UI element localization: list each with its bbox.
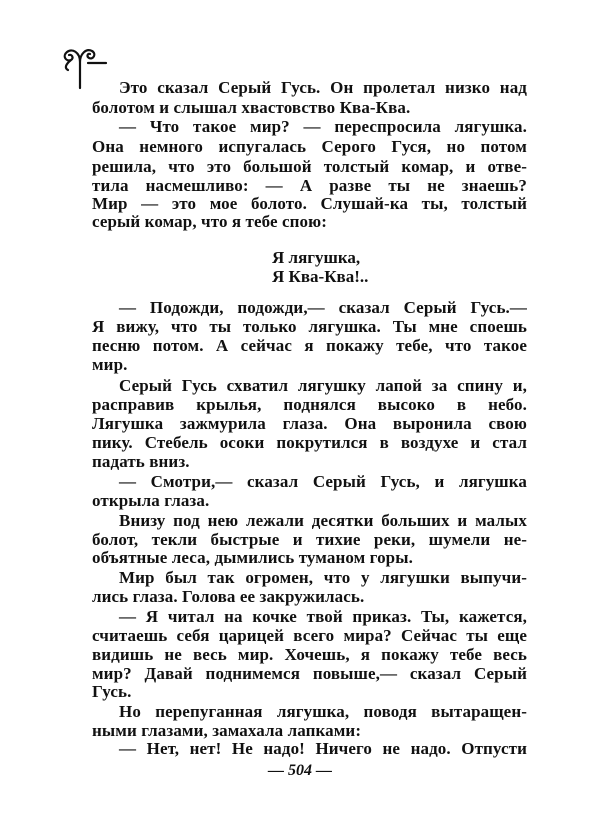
text-line: Внизу под нею лежали десятки больших и малых [119, 511, 527, 530]
text-line: — Смотри,— сказал Серый Гусь, и лягушка [119, 472, 527, 491]
text-line: пику. Стебель осоки покрутился в воздухе и стал [92, 433, 527, 452]
text-line: — Нет, нет! Не надо! Ничего не надо. Отпусти [119, 739, 527, 758]
text-line: — Подожди, подожди,— сказал Серый Гусь.— [119, 298, 527, 317]
text-line: решила, что это большой толстый комар, и отве- [92, 157, 527, 176]
text-line: болот, текли быстрые и тихие реки, шумели не- [92, 530, 527, 549]
text-line: мир? Давай поднимемся повыше,— сказал Серый [92, 664, 527, 683]
verse-line: Я лягушка, [272, 248, 361, 267]
text-line: Это сказал Серый Гусь. Он пролетал низко над [119, 78, 527, 97]
text-line: Мир был так огромен, что у лягушки выпучи- [119, 568, 527, 587]
text-line: Лягушка зажмурила глаза. Она выронила свою [92, 414, 527, 433]
text-line: ными глазами, замахала лапками: [92, 721, 362, 740]
text-line: Я вижу, что ты только лягушка. Ты мне споешь [92, 317, 527, 336]
text-line: песню потом. А сейчас я покажу тебе, что такое [92, 336, 527, 355]
text-line: лись глаза. Голова ее закружилась. [92, 587, 365, 606]
text-line: Гусь. [92, 682, 132, 701]
text-line: падать вниз. [92, 452, 190, 471]
text-line: тила насмешливо: — А разве ты не знаешь? [92, 176, 527, 195]
text-line: Она немного испугалась Серого Гуся, но потом [92, 137, 527, 156]
text-line: открыла глаза. [92, 491, 210, 510]
verse-line: Я Ква-Ква!.. [272, 267, 369, 286]
text-line: объятные леса, дымились туманом горы. [92, 548, 413, 567]
text-line: Серый Гусь схватил лягушку лапой за спину и, [119, 376, 527, 395]
chapter-ornament-icon [58, 42, 108, 90]
page-number: — 504 — [268, 762, 332, 779]
text-line: расправив крылья, поднялся высоко в небо. [92, 395, 527, 414]
text-line: видишь не весь мир. Хочешь, я покажу тебе весь [92, 645, 527, 664]
text-line: мир. [92, 355, 128, 374]
text-line: Но перепуганная лягушка, поводя вытаращен- [119, 702, 527, 721]
text-line: Мир — это мое болото. Слушай-ка ты, толстый [92, 194, 527, 213]
text-line: серый комар, что я тебе спою: [92, 212, 328, 231]
text-line: считаешь себя царицей всего мира? Сейчас ты еще [92, 626, 527, 645]
text-line: — Что такое мир? — переспросила лягушка. [119, 117, 527, 136]
text-line: болотом и слышал хвастовство Ква-Ква. [92, 98, 411, 117]
text-line: — Я читал на кочке твой приказ. Ты, кажется, [119, 607, 527, 626]
